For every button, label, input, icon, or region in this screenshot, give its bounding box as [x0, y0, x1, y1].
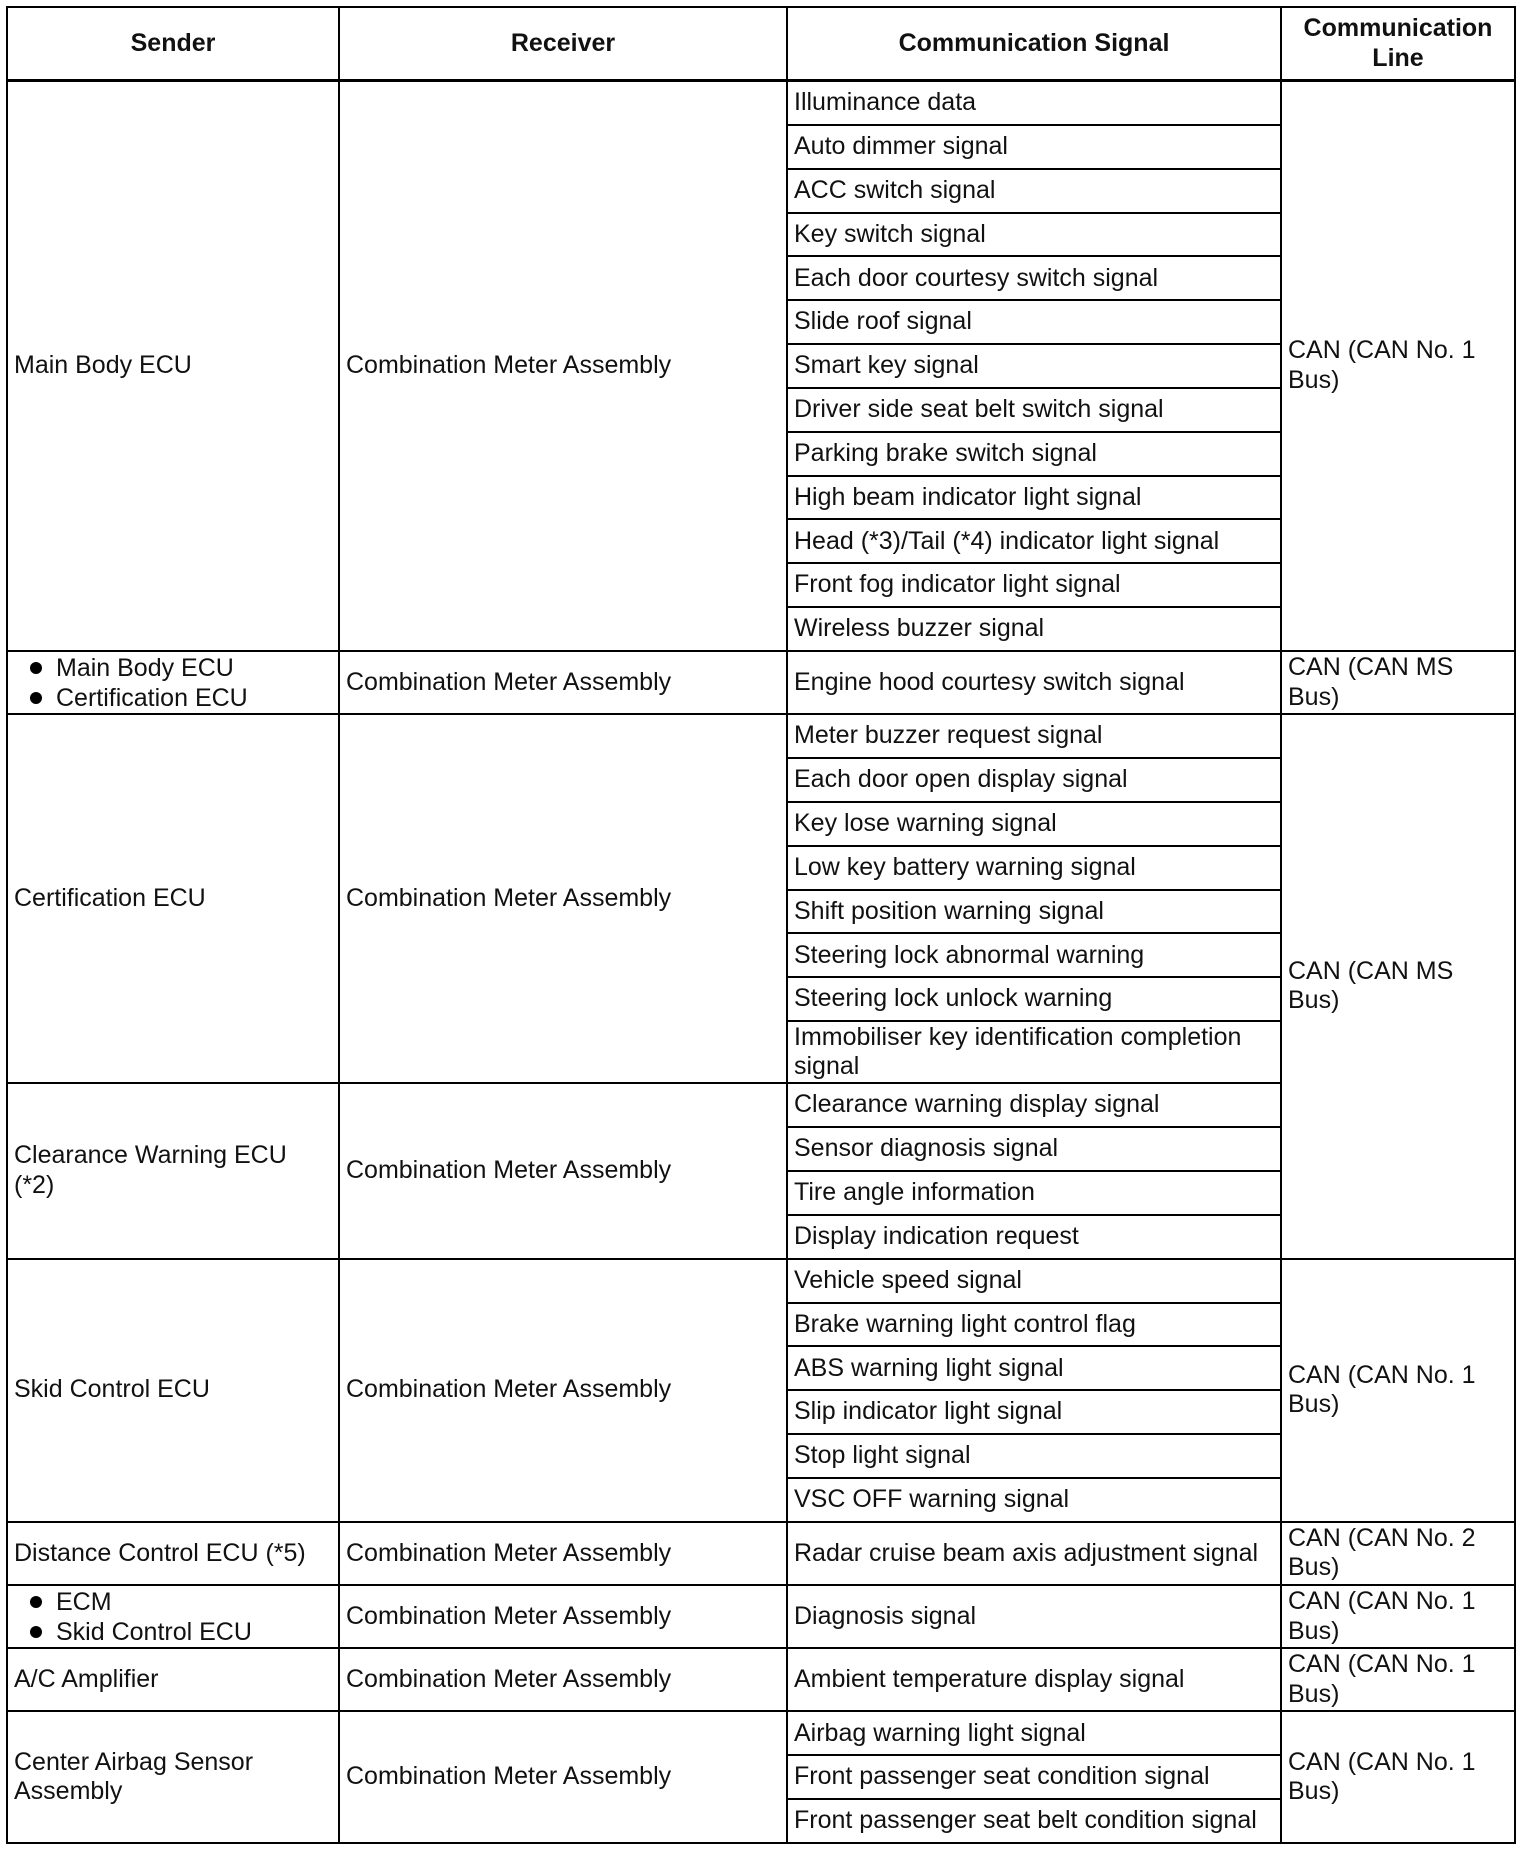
sender-list [14, 1587, 332, 1647]
receiver-cell: Combination Meter Assembly [339, 714, 787, 1083]
sender-name: Main Body ECU [56, 653, 234, 682]
table-body [7, 81, 1515, 1844]
communication-table [6, 6, 1516, 1844]
receiver-cell: Combination Meter Assembly [339, 1585, 787, 1648]
signal-cell: Steering lock abnormal warning [787, 933, 1281, 977]
signal-cell: Brake warning light control flag [787, 1303, 1281, 1347]
signal-cell: Slide roof signal [787, 300, 1281, 344]
signal-cell: High beam indicator light signal [787, 476, 1281, 520]
header-communication-signal: Communication Signal [787, 7, 1281, 81]
signal-cell: Wireless buzzer signal [787, 607, 1281, 651]
signal-cell: Key switch signal [787, 213, 1281, 257]
receiver-cell: Combination Meter Assembly [339, 651, 787, 714]
table-row [7, 651, 1515, 714]
communication-line-cell: CAN (CAN MS Bus) [1281, 651, 1515, 714]
sender-cell: Center Airbag Sensor Assembly [7, 1711, 339, 1843]
header-receiver: Receiver [339, 7, 787, 81]
sender-name: ECM [56, 1587, 112, 1616]
table-row [7, 1585, 1515, 1648]
sender-list-item [30, 1617, 332, 1647]
sender-cell: Clearance Warning ECU (*2) [7, 1083, 339, 1258]
table-row [7, 1259, 1515, 1303]
signal-cell: Illuminance data [787, 81, 1281, 125]
signal-cell: Vehicle speed signal [787, 1259, 1281, 1303]
receiver-cell: Combination Meter Assembly [339, 1259, 787, 1522]
signal-cell: Driver side seat belt switch signal [787, 388, 1281, 432]
communication-line-cell: CAN (CAN MS Bus) [1281, 714, 1515, 1258]
communication-line-cell: CAN (CAN No. 1 Bus) [1281, 1259, 1515, 1522]
bullet-icon [30, 1596, 42, 1608]
signal-cell: Shift position warning signal [787, 890, 1281, 934]
sender-cell: Certification ECU [7, 714, 339, 1083]
sender-cell: A/C Amplifier [7, 1648, 339, 1711]
signal-cell: Engine hood courtesy switch signal [787, 651, 1281, 714]
table-row [7, 81, 1515, 125]
sender-list-item [30, 1587, 332, 1617]
signal-cell: Immobiliser key identification completion signal [787, 1021, 1281, 1083]
signal-cell: Airbag warning light signal [787, 1711, 1281, 1755]
signal-cell: Front fog indicator light signal [787, 563, 1281, 607]
receiver-cell: Combination Meter Assembly [339, 1522, 787, 1585]
signal-cell: Diagnosis signal [787, 1585, 1281, 1648]
signal-cell: Smart key signal [787, 344, 1281, 388]
signal-cell: Each door courtesy switch signal [787, 256, 1281, 300]
bullet-icon [30, 692, 42, 704]
bullet-icon [30, 1626, 42, 1638]
table-row [7, 1648, 1515, 1711]
receiver-cell: Combination Meter Assembly [339, 1711, 787, 1843]
sender-list-item [30, 653, 332, 683]
header-row [7, 7, 1515, 81]
signal-cell: Display indication request [787, 1215, 1281, 1259]
communication-line-cell: CAN (CAN No. 1 Bus) [1281, 81, 1515, 651]
signal-cell: Head (*3)/Tail (*4) indicator light signal [787, 519, 1281, 563]
signal-cell: Parking brake switch signal [787, 432, 1281, 476]
signal-cell: Stop light signal [787, 1434, 1281, 1478]
receiver-cell: Combination Meter Assembly [339, 81, 787, 651]
signal-cell: ABS warning light signal [787, 1346, 1281, 1390]
receiver-cell: Combination Meter Assembly [339, 1083, 787, 1258]
signal-cell: Front passenger seat belt condition signal [787, 1799, 1281, 1843]
signal-cell: Clearance warning display signal [787, 1083, 1281, 1127]
signal-cell: Each door open display signal [787, 758, 1281, 802]
communication-line-cell: CAN (CAN No. 1 Bus) [1281, 1648, 1515, 1711]
signal-cell: Ambient temperature display signal [787, 1648, 1281, 1711]
sender-cell: Main Body ECU [7, 81, 339, 651]
sender-name: Skid Control ECU [56, 1617, 252, 1646]
receiver-cell: Combination Meter Assembly [339, 1648, 787, 1711]
sender-cell: Skid Control ECU [7, 1259, 339, 1522]
communication-line-cell: CAN (CAN No. 2 Bus) [1281, 1522, 1515, 1585]
signal-cell: Slip indicator light signal [787, 1390, 1281, 1434]
sender-cell [7, 651, 339, 714]
signal-cell: Radar cruise beam axis adjustment signal [787, 1522, 1281, 1585]
signal-cell: Sensor diagnosis signal [787, 1127, 1281, 1171]
table-row [7, 1522, 1515, 1585]
communication-line-cell: CAN (CAN No. 1 Bus) [1281, 1711, 1515, 1843]
sender-list [14, 653, 332, 713]
sender-cell: Distance Control ECU (*5) [7, 1522, 339, 1585]
sender-cell [7, 1585, 339, 1648]
communication-line-cell: CAN (CAN No. 1 Bus) [1281, 1585, 1515, 1648]
sender-list-item [30, 683, 332, 713]
table-row [7, 1711, 1515, 1755]
bullet-icon [30, 662, 42, 674]
signal-cell: Key lose warning signal [787, 802, 1281, 846]
sender-name: Certification ECU [56, 683, 248, 712]
signal-cell: Steering lock unlock warning [787, 977, 1281, 1021]
header-sender: Sender [7, 7, 339, 81]
header-communication-line: Communication Line [1281, 7, 1515, 81]
signal-cell: Tire angle information [787, 1171, 1281, 1215]
table-row [7, 714, 1515, 758]
signal-cell: VSC OFF warning signal [787, 1478, 1281, 1522]
signal-cell: Low key battery warning signal [787, 846, 1281, 890]
signal-cell: Front passenger seat condition signal [787, 1755, 1281, 1799]
signal-cell: ACC switch signal [787, 169, 1281, 213]
signal-cell: Auto dimmer signal [787, 125, 1281, 169]
signal-cell: Meter buzzer request signal [787, 714, 1281, 758]
